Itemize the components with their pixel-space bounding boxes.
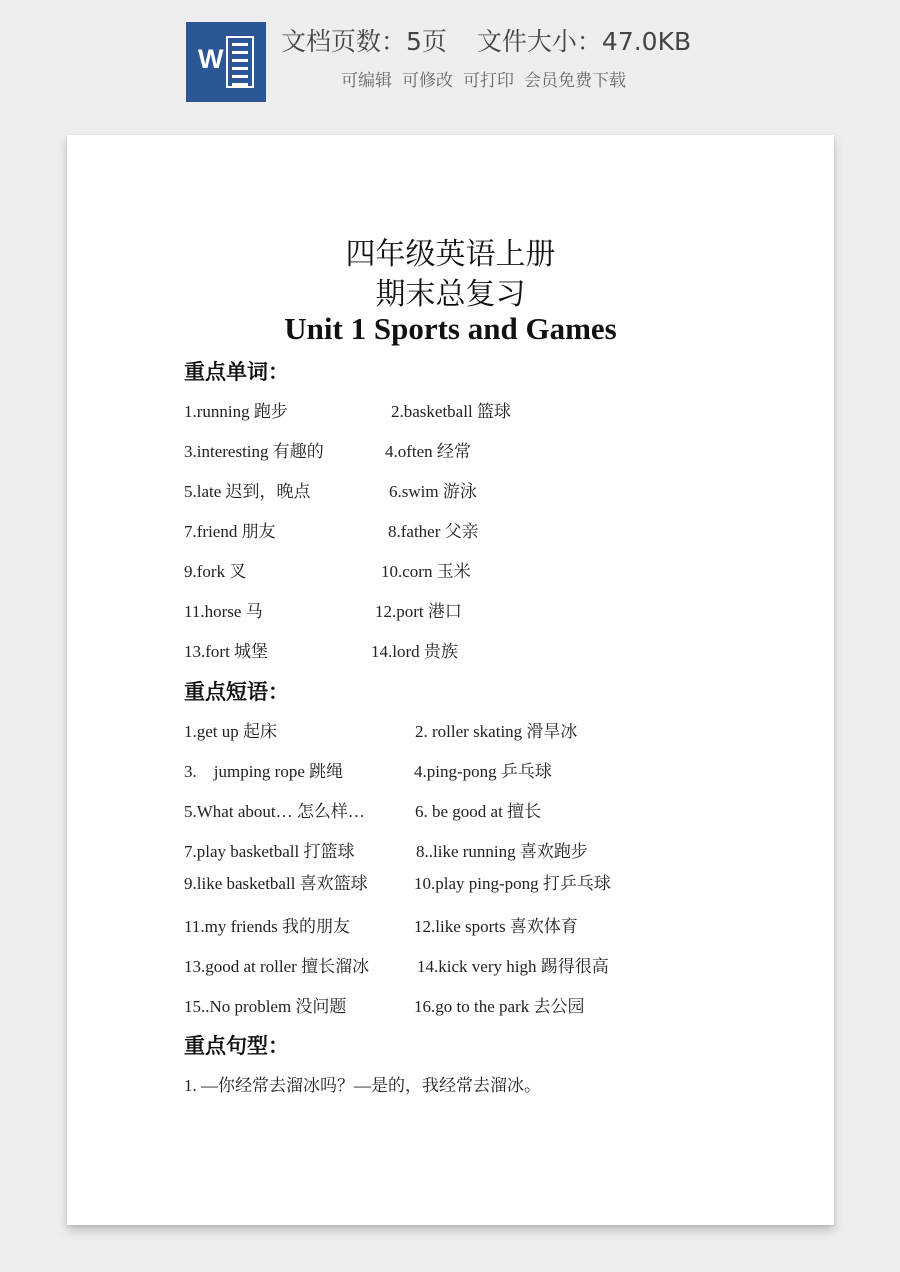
file-meta — [281, 22, 691, 58]
word-item: 7.friend 朋友 — [184, 522, 276, 541]
word-item: 9.fork 叉 — [184, 562, 247, 581]
phrase-item: 13.good at roller 擅长溜冰 — [184, 957, 370, 976]
word-item: 5.late 迟到，晚点 — [184, 482, 311, 501]
word-document-icon — [186, 22, 266, 102]
phrase-item: 14.kick very high 踢得很高 — [417, 957, 609, 976]
phrase-row — [67, 717, 834, 741]
phrase-item: 5.What about… 怎么样… — [184, 802, 365, 821]
phrase-row — [67, 992, 834, 1016]
permission-modifiable: 可修改 — [402, 71, 453, 91]
doc-title-line2: 期末总复习 — [375, 277, 526, 312]
page-count: 文档页数：5页 — [281, 27, 447, 56]
sentences-heading: 重点句型： — [184, 1033, 289, 1058]
word-row — [67, 517, 834, 541]
download-header — [0, 0, 900, 120]
permission-free-download: 会员免费下载 — [524, 71, 626, 91]
phrase-row — [67, 757, 834, 781]
permission-printable: 可打印 — [463, 71, 514, 91]
document-page — [67, 135, 834, 1225]
word-row — [67, 557, 834, 581]
phrase-item: 3. jumping rope 跳绳 — [184, 762, 344, 781]
word-icon-letter: W — [198, 44, 224, 74]
word-row — [67, 597, 834, 621]
word-row — [67, 637, 834, 661]
sentence-item: 1. —你经常去溜冰吗？—是的，我经常去溜冰。 — [184, 1076, 541, 1095]
phrase-item: 15..No problem 没问题 — [184, 997, 347, 1016]
word-item: 12.port 港口 — [375, 602, 462, 621]
phrase-row — [67, 912, 834, 936]
phrase-row — [67, 797, 834, 821]
word-item: 13.fort 城堡 — [184, 642, 269, 661]
phrase-item: 4.ping-pong 乒乓球 — [414, 762, 552, 781]
phrase-item: 11.my friends 我的朋友 — [184, 917, 351, 936]
word-item: 6.swim 游泳 — [389, 482, 477, 501]
phrase-item: 1.get up 起床 — [184, 722, 278, 741]
phrase-row — [67, 837, 834, 861]
phrase-item: 10.play ping-pong 打乒乓球 — [414, 874, 611, 893]
phrase-item: 12.like sports 喜欢体育 — [414, 917, 578, 936]
phrase-item: 2. roller skating 滑旱冰 — [415, 722, 578, 741]
file-size: 文件大小：47.0KB — [476, 27, 692, 56]
word-row — [67, 397, 834, 421]
document-lines-icon — [226, 36, 254, 88]
word-item: 8.father 父亲 — [388, 522, 479, 541]
word-item: 4.often 经常 — [385, 442, 471, 461]
phrase-item: 16.go to the park 去公园 — [414, 997, 585, 1016]
phrase-item: 6. be good at 擅长 — [415, 802, 542, 821]
permission-editable: 可编辑 — [341, 71, 392, 91]
word-item: 10.corn 玉米 — [381, 562, 471, 581]
phrase-row — [67, 952, 834, 976]
phrase-item: 9.like basketball 喜欢篮球 — [184, 874, 368, 893]
word-item: 2.basketball 篮球 — [391, 402, 511, 421]
phrases-heading: 重点短语： — [184, 679, 289, 704]
word-item: 11.horse 马 — [184, 602, 263, 621]
word-row — [67, 477, 834, 501]
doc-title-line1: 四年级英语上册 — [345, 237, 556, 272]
phrase-item: 8..like running 喜欢跑步 — [416, 842, 588, 861]
word-row — [67, 437, 834, 461]
unit-title: Unit 1 Sports and Games — [284, 311, 617, 346]
permissions — [341, 66, 636, 91]
phrase-item: 7.play basketball 打篮球 — [184, 842, 355, 861]
word-item: 1.running 跑步 — [184, 402, 288, 421]
word-item: 3.interesting 有趣的 — [184, 442, 324, 461]
phrase-row — [67, 869, 834, 893]
words-heading: 重点单词： — [184, 359, 289, 384]
word-item: 14.lord 贵族 — [371, 642, 458, 661]
